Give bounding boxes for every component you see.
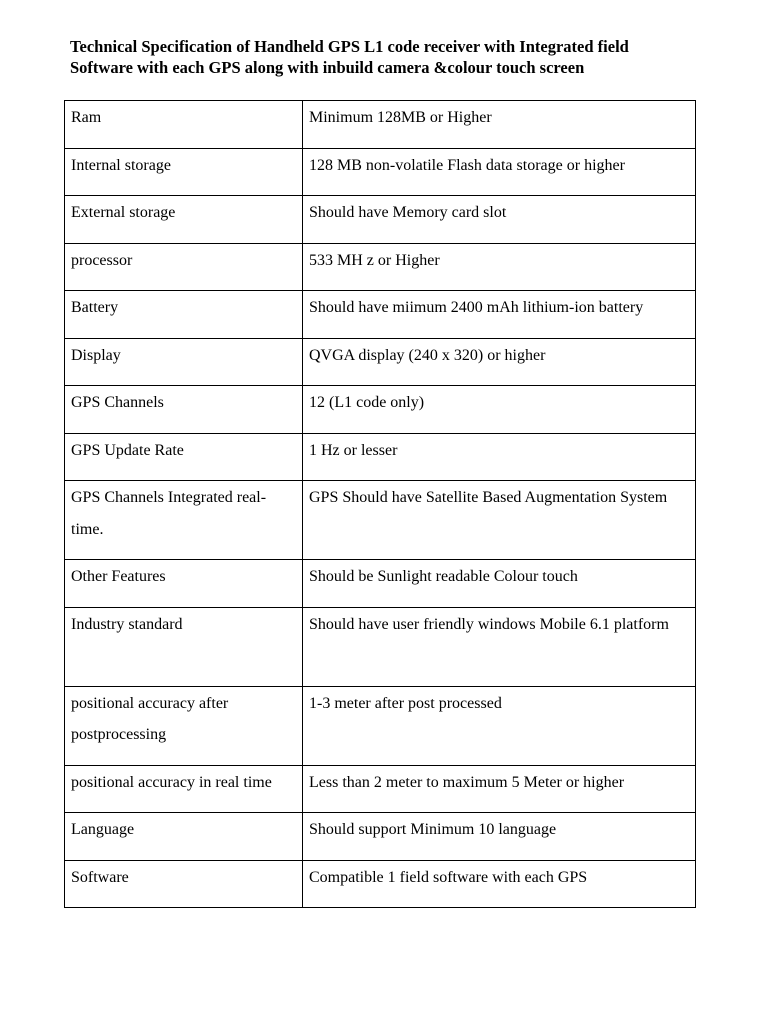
spec-value-external-storage: Should have Memory card slot [303, 196, 696, 244]
table-row [65, 338, 696, 386]
spec-label-internal-storage: Internal storage [65, 148, 303, 196]
spec-value-ram: Minimum 128MB or Higher [303, 101, 696, 149]
spec-value-gps-channels: 12 (L1 code only) [303, 386, 696, 434]
spec-label-ram: Ram [65, 101, 303, 149]
table-row [65, 607, 696, 686]
spec-label-industry-standard: Industry standard [65, 607, 303, 686]
table-row [65, 148, 696, 196]
spec-value-industry-standard: Should have user friendly windows Mobile 6.1 platform [303, 607, 696, 686]
spec-label-other-features: Other Features [65, 560, 303, 608]
document-title [70, 36, 710, 78]
table-row [65, 433, 696, 481]
spec-label-gps-channels-integrated: GPS Channels Integrated real-time. [65, 481, 303, 560]
spec-label-gps-channels: GPS Channels [65, 386, 303, 434]
document-title-line-1: Technical Specification of Handheld GPS L1 code receiver with Integrated field [70, 37, 629, 56]
table-row [65, 291, 696, 339]
spec-label-external-storage: External storage [65, 196, 303, 244]
specification-table [64, 100, 696, 908]
spec-value-gps-channels-integrated: GPS Should have Satellite Based Augmentation System [303, 481, 696, 560]
spec-value-processor: 533 MH z or Higher [303, 243, 696, 291]
spec-value-internal-storage: 128 MB non-volatile Flash data storage or higher [303, 148, 696, 196]
spec-value-battery: Should have miimum 2400 mAh lithium-ion battery [303, 291, 696, 339]
table-row [65, 101, 696, 149]
spec-value-other-features: Should be Sunlight readable Colour touch [303, 560, 696, 608]
table-row [65, 560, 696, 608]
spec-label-display: Display [65, 338, 303, 386]
table-row [65, 196, 696, 244]
spec-label-gps-update-rate: GPS Update Rate [65, 433, 303, 481]
spec-value-display: QVGA display (240 x 320) or higher [303, 338, 696, 386]
spec-value-language: Should support Minimum 10 language [303, 813, 696, 861]
spec-value-positional-accuracy-post: 1-3 meter after post processed [303, 686, 696, 765]
table-row [65, 686, 696, 765]
table-row [65, 481, 696, 560]
table-row [65, 243, 696, 291]
spec-label-language: Language [65, 813, 303, 861]
spec-label-positional-accuracy-post: positional accuracy after postprocessing [65, 686, 303, 765]
spec-label-processor: processor [65, 243, 303, 291]
table-row [65, 386, 696, 434]
document-title-line-2: Software with each GPS along with inbuild camera &colour touch screen [70, 58, 585, 77]
spec-value-positional-accuracy-realtime: Less than 2 meter to maximum 5 Meter or higher [303, 765, 696, 813]
spec-value-software: Compatible 1 field software with each GPS [303, 860, 696, 908]
spec-label-positional-accuracy-realtime: positional accuracy in real time [65, 765, 303, 813]
table-row [65, 813, 696, 861]
table-row [65, 860, 696, 908]
spec-label-software: Software [65, 860, 303, 908]
spec-label-battery: Battery [65, 291, 303, 339]
spec-value-gps-update-rate: 1 Hz or lesser [303, 433, 696, 481]
table-row [65, 765, 696, 813]
